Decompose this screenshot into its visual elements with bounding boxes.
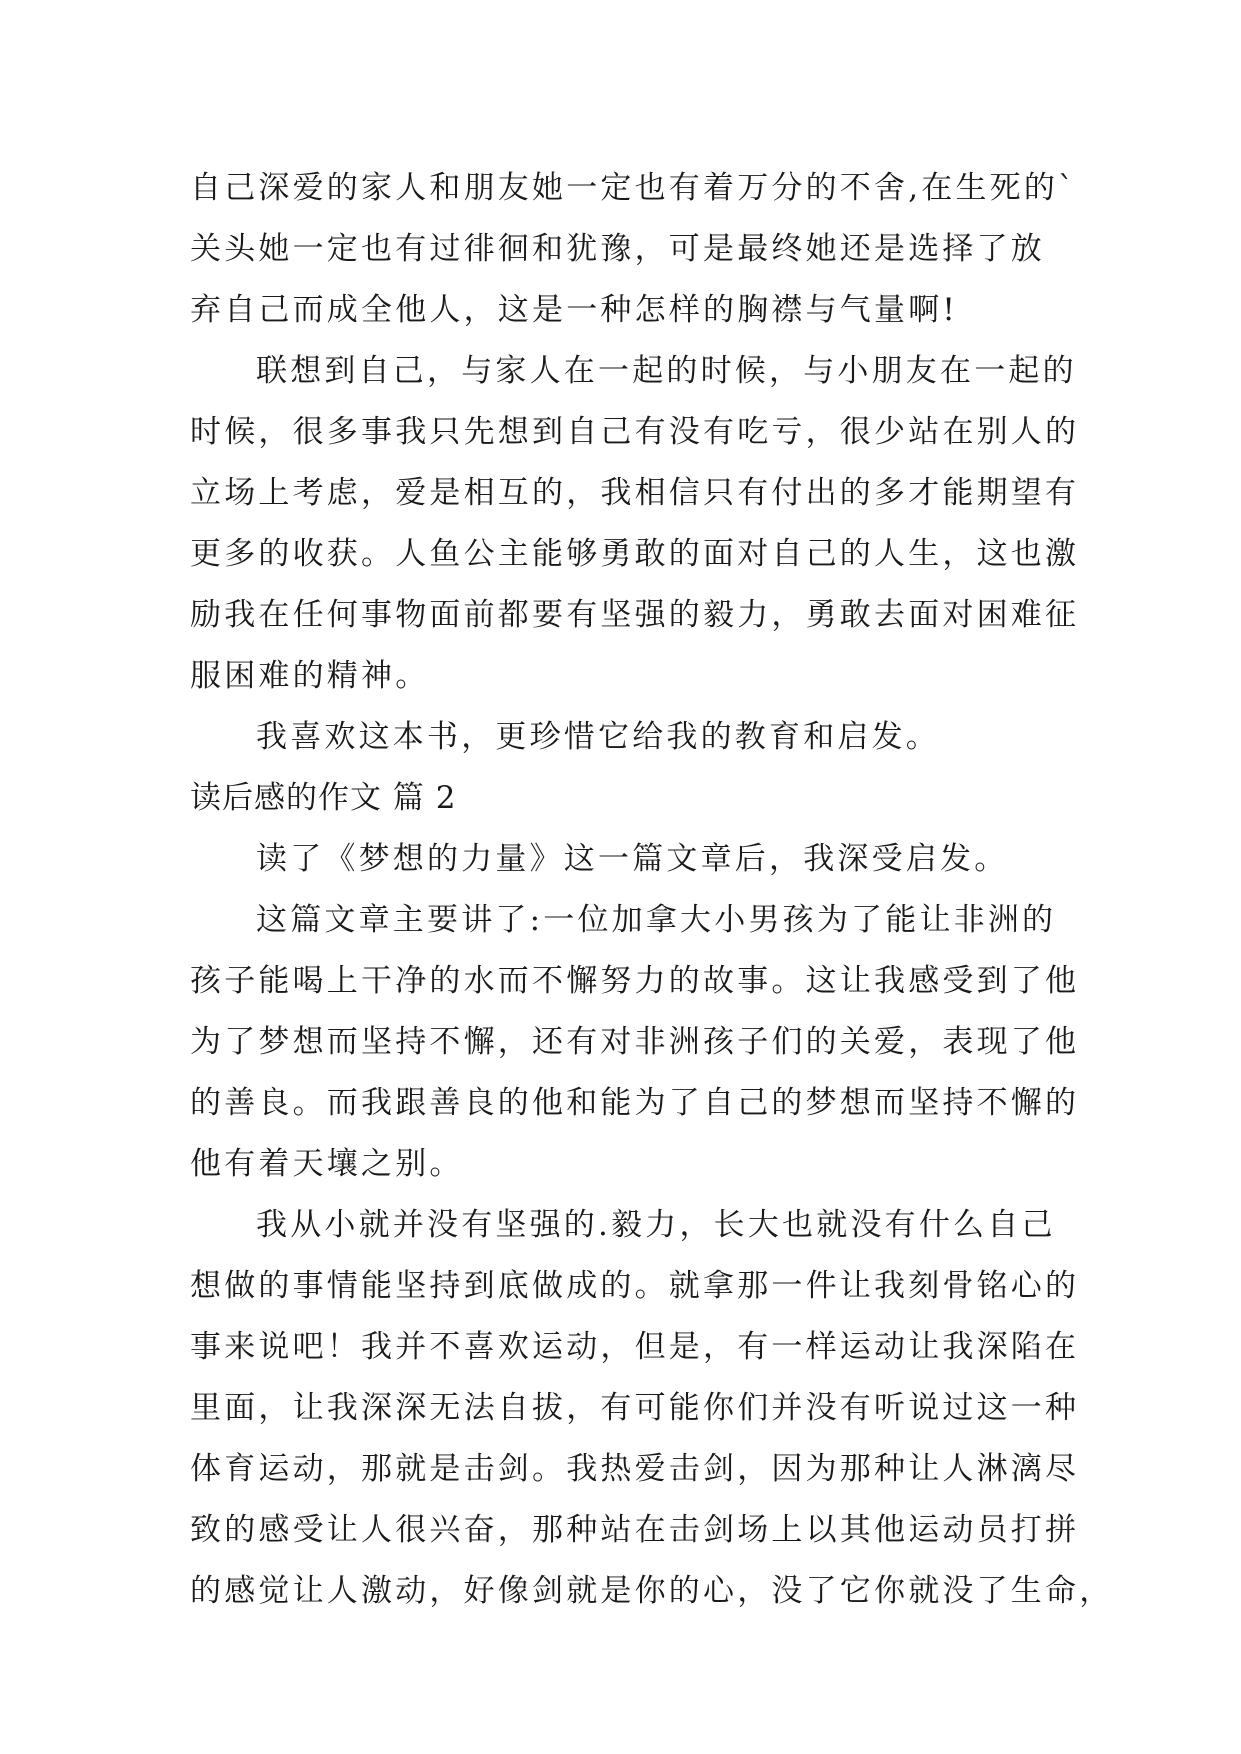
- paragraph-line: 的感觉让人激动，好像剑就是你的心，没了它你就没了生命，: [190, 1573, 1114, 1609]
- paragraph-line: 体育运动，那就是击剑。我热爱击剑，因为那种让人淋漓尽: [190, 1451, 1080, 1487]
- paragraph-line: 的善良。而我跟善良的他和能为了自己的梦想而坚持不懈的: [190, 1085, 1080, 1121]
- paragraph-line: 这篇文章主要讲了:一位加拿大小男孩为了能让非洲的: [256, 902, 1057, 938]
- paragraph-line: 孩子能喝上干净的水而不懈努力的故事。这让我感受到了他: [190, 963, 1080, 999]
- paragraph-line: 励我在任何事物面前都要有坚强的毅力，勇敢去面对困难征: [190, 597, 1080, 633]
- paragraph-line: 我喜欢这本书，更珍惜它给我的教育和启发。: [256, 719, 940, 755]
- paragraph-line: 弃自己而成全他人，这是一种怎样的胸襟与气量啊!: [190, 292, 959, 328]
- paragraph-line: 我从小就并没有坚强的.毅力，长大也就没有什么自己: [256, 1207, 1056, 1243]
- paragraph-line: 更多的收获。人鱼公主能够勇敢的面对自己的人生，这也激: [190, 536, 1080, 572]
- paragraph-line: 想做的事情能坚持到底做成的。就拿那一件让我刻骨铭心的: [190, 1268, 1080, 1304]
- paragraph-line: 立场上考虑，爱是相互的，我相信只有付出的多才能期望有: [190, 475, 1080, 511]
- paragraph-line: 里面，让我深深无法自拔，有可能你们并没有听说过这一种: [190, 1390, 1080, 1426]
- paragraph-line: 服困难的精神。: [190, 658, 430, 694]
- paragraph-line: 关头她一定也有过徘徊和犹豫，可是最终她还是选择了放: [190, 231, 1045, 267]
- paragraph-line: 联想到自己，与家人在一起的时候，与小朋友在一起的: [256, 353, 1077, 389]
- paragraph-line: 时候，很多事我只先想到自己有没有吃亏，很少站在别人的: [190, 414, 1080, 450]
- paragraph-line: 致的感受让人很兴奋，那种站在击剑场上以其他运动员打拼: [190, 1512, 1080, 1548]
- paragraph-line: 自己深爱的家人和朋友她一定也有着万分的不舍,在生死的`: [190, 170, 1077, 206]
- document-body: [190, 158, 1114, 1622]
- paragraph-line: 为了梦想而坚持不懈，还有对非洲孩子们的关爱，表现了他: [190, 1024, 1080, 1060]
- paragraph-line: 他有着天壤之别。: [190, 1146, 464, 1182]
- paragraph-line: 事来说吧！我并不喜欢运动，但是，有一样运动让我深陷在: [190, 1329, 1080, 1365]
- section-heading: 读后感的作文 篇 2: [190, 780, 457, 816]
- paragraph-line: 读了《梦想的力量》这一篇文章后，我深受启发。: [256, 841, 1009, 877]
